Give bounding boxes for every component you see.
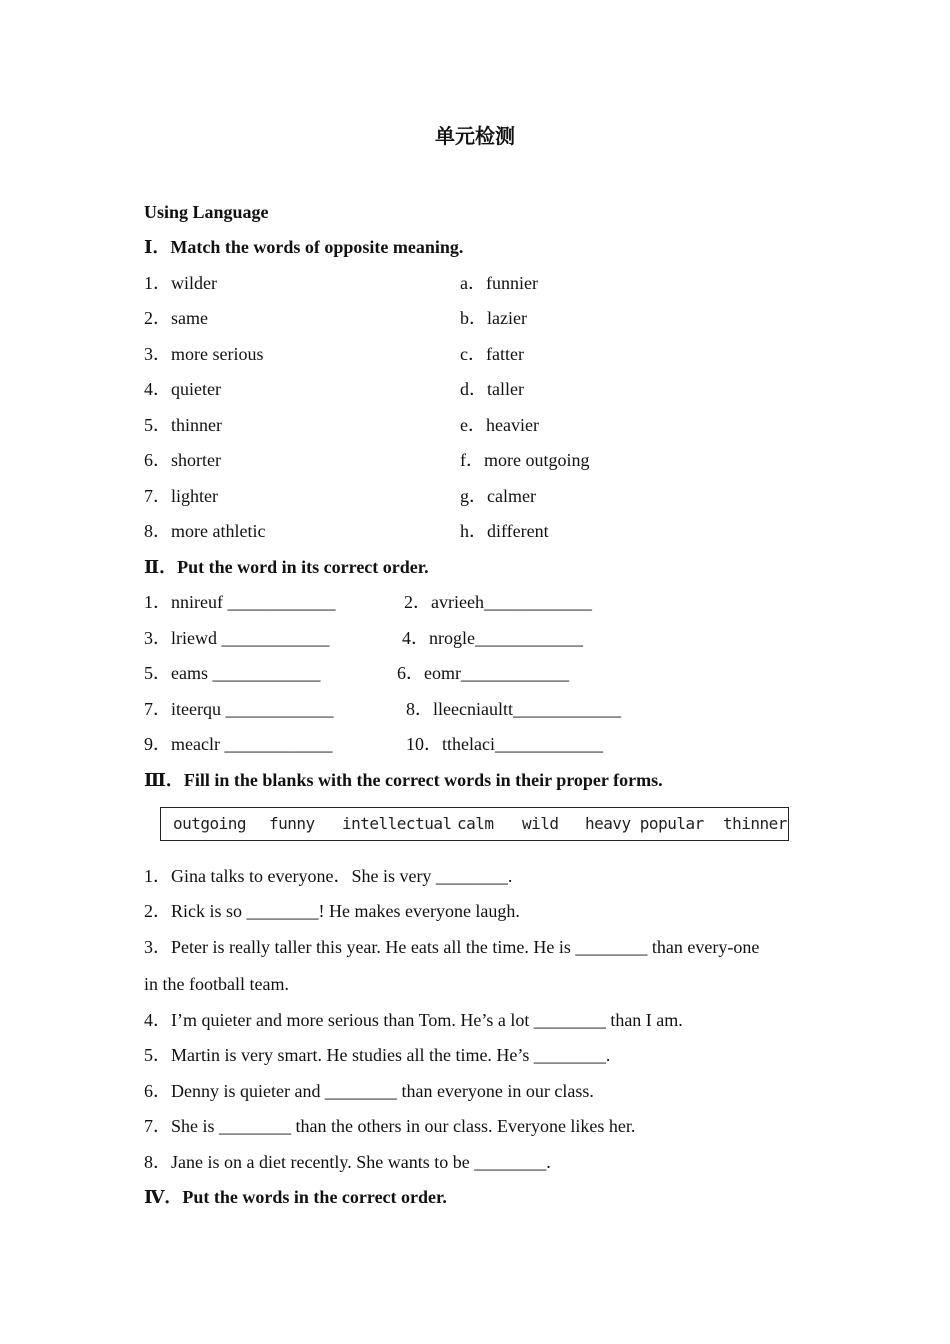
- part1-right-item: d．taller: [460, 379, 524, 399]
- part2-right-item: 10．tthelaci____________: [406, 734, 603, 754]
- part1-left-item: 5．thinner: [144, 415, 222, 435]
- part2-heading: Ⅱ．Put the word in its correct order.: [144, 557, 429, 577]
- part1-right-item: h．different: [460, 521, 549, 541]
- part3-sentence: 5．Martin is very smart. He studies all the time. He’s ________.: [144, 1045, 611, 1065]
- part1-right-item: g．calmer: [460, 486, 536, 506]
- word-bank-item: outgoing: [173, 814, 247, 833]
- part1-right-item: e．heavier: [460, 415, 539, 435]
- part1-left-item: 6．shorter: [144, 450, 221, 470]
- part2-left-item: 1．nnireuf ____________: [144, 592, 336, 612]
- word-bank-item: heavy popular: [585, 814, 704, 833]
- part2-right-item: 6．eomr____________: [397, 663, 569, 683]
- part3-sentence: 3．Peter is really taller this year. He eats all the time. He is ________ than every-one: [144, 937, 760, 957]
- part1-right-item: c．fatter: [460, 344, 524, 364]
- word-bank-item: intellectual: [342, 814, 452, 833]
- word-bank-item: funny: [269, 814, 315, 833]
- part2-left-item: 9．meaclr ____________: [144, 734, 333, 754]
- part2-left-item: 7．iteerqu ____________: [144, 699, 334, 719]
- part1-left-item: 7．lighter: [144, 486, 218, 506]
- part3-sentence-continuation: in the football team.: [144, 974, 289, 994]
- part1-left-item: 8．more athletic: [144, 521, 266, 541]
- part1-left-item: 2．same: [144, 308, 208, 328]
- part3-sentence: 6．Denny is quieter and ________ than everyone in our class.: [144, 1081, 594, 1101]
- page-title: 单元检测: [435, 124, 515, 148]
- part1-right-item: f．more outgoing: [460, 450, 590, 470]
- part2-right-item: 8．lleecniaultt____________: [406, 699, 621, 719]
- part1-left-item: 4．quieter: [144, 379, 221, 399]
- part3-sentence: 2．Rick is so ________! He makes everyone laugh.: [144, 901, 520, 921]
- word-bank-item: wild: [522, 814, 559, 833]
- part2-left-item: 3．lriewd ____________: [144, 628, 330, 648]
- part2-left-item: 5．eams ____________: [144, 663, 321, 683]
- part3-heading: Ⅲ．Fill in the blanks with the correct words in their proper forms.: [144, 770, 663, 790]
- part1-left-item: 3．more serious: [144, 344, 264, 364]
- part1-heading: Ⅰ．Match the words of opposite meaning.: [144, 237, 464, 257]
- word-bank-item: thinner: [723, 814, 787, 833]
- part2-right-item: 4．nrogle____________: [402, 628, 583, 648]
- part3-sentence: 1．Gina talks to everyone．She is very ________.: [144, 866, 513, 886]
- part1-left-item: 1．wilder: [144, 273, 217, 293]
- section-heading: Using Language: [144, 202, 269, 222]
- part3-sentence: 8．Jane is on a diet recently. She wants to be ________.: [144, 1152, 551, 1172]
- part2-right-item: 2．avrieeh____________: [404, 592, 592, 612]
- part1-right-item: a．funnier: [460, 273, 538, 293]
- part4-heading: Ⅳ．Put the words in the correct order.: [144, 1187, 447, 1207]
- part3-sentence: 7．She is ________ than the others in our class. Everyone likes her.: [144, 1116, 636, 1136]
- word-bank-item: calm: [457, 814, 494, 833]
- word-bank-box: [160, 807, 789, 841]
- part1-right-item: b．lazier: [460, 308, 527, 328]
- part3-sentence: 4．I’m quieter and more serious than Tom. He’s a lot ________ than I am.: [144, 1010, 683, 1030]
